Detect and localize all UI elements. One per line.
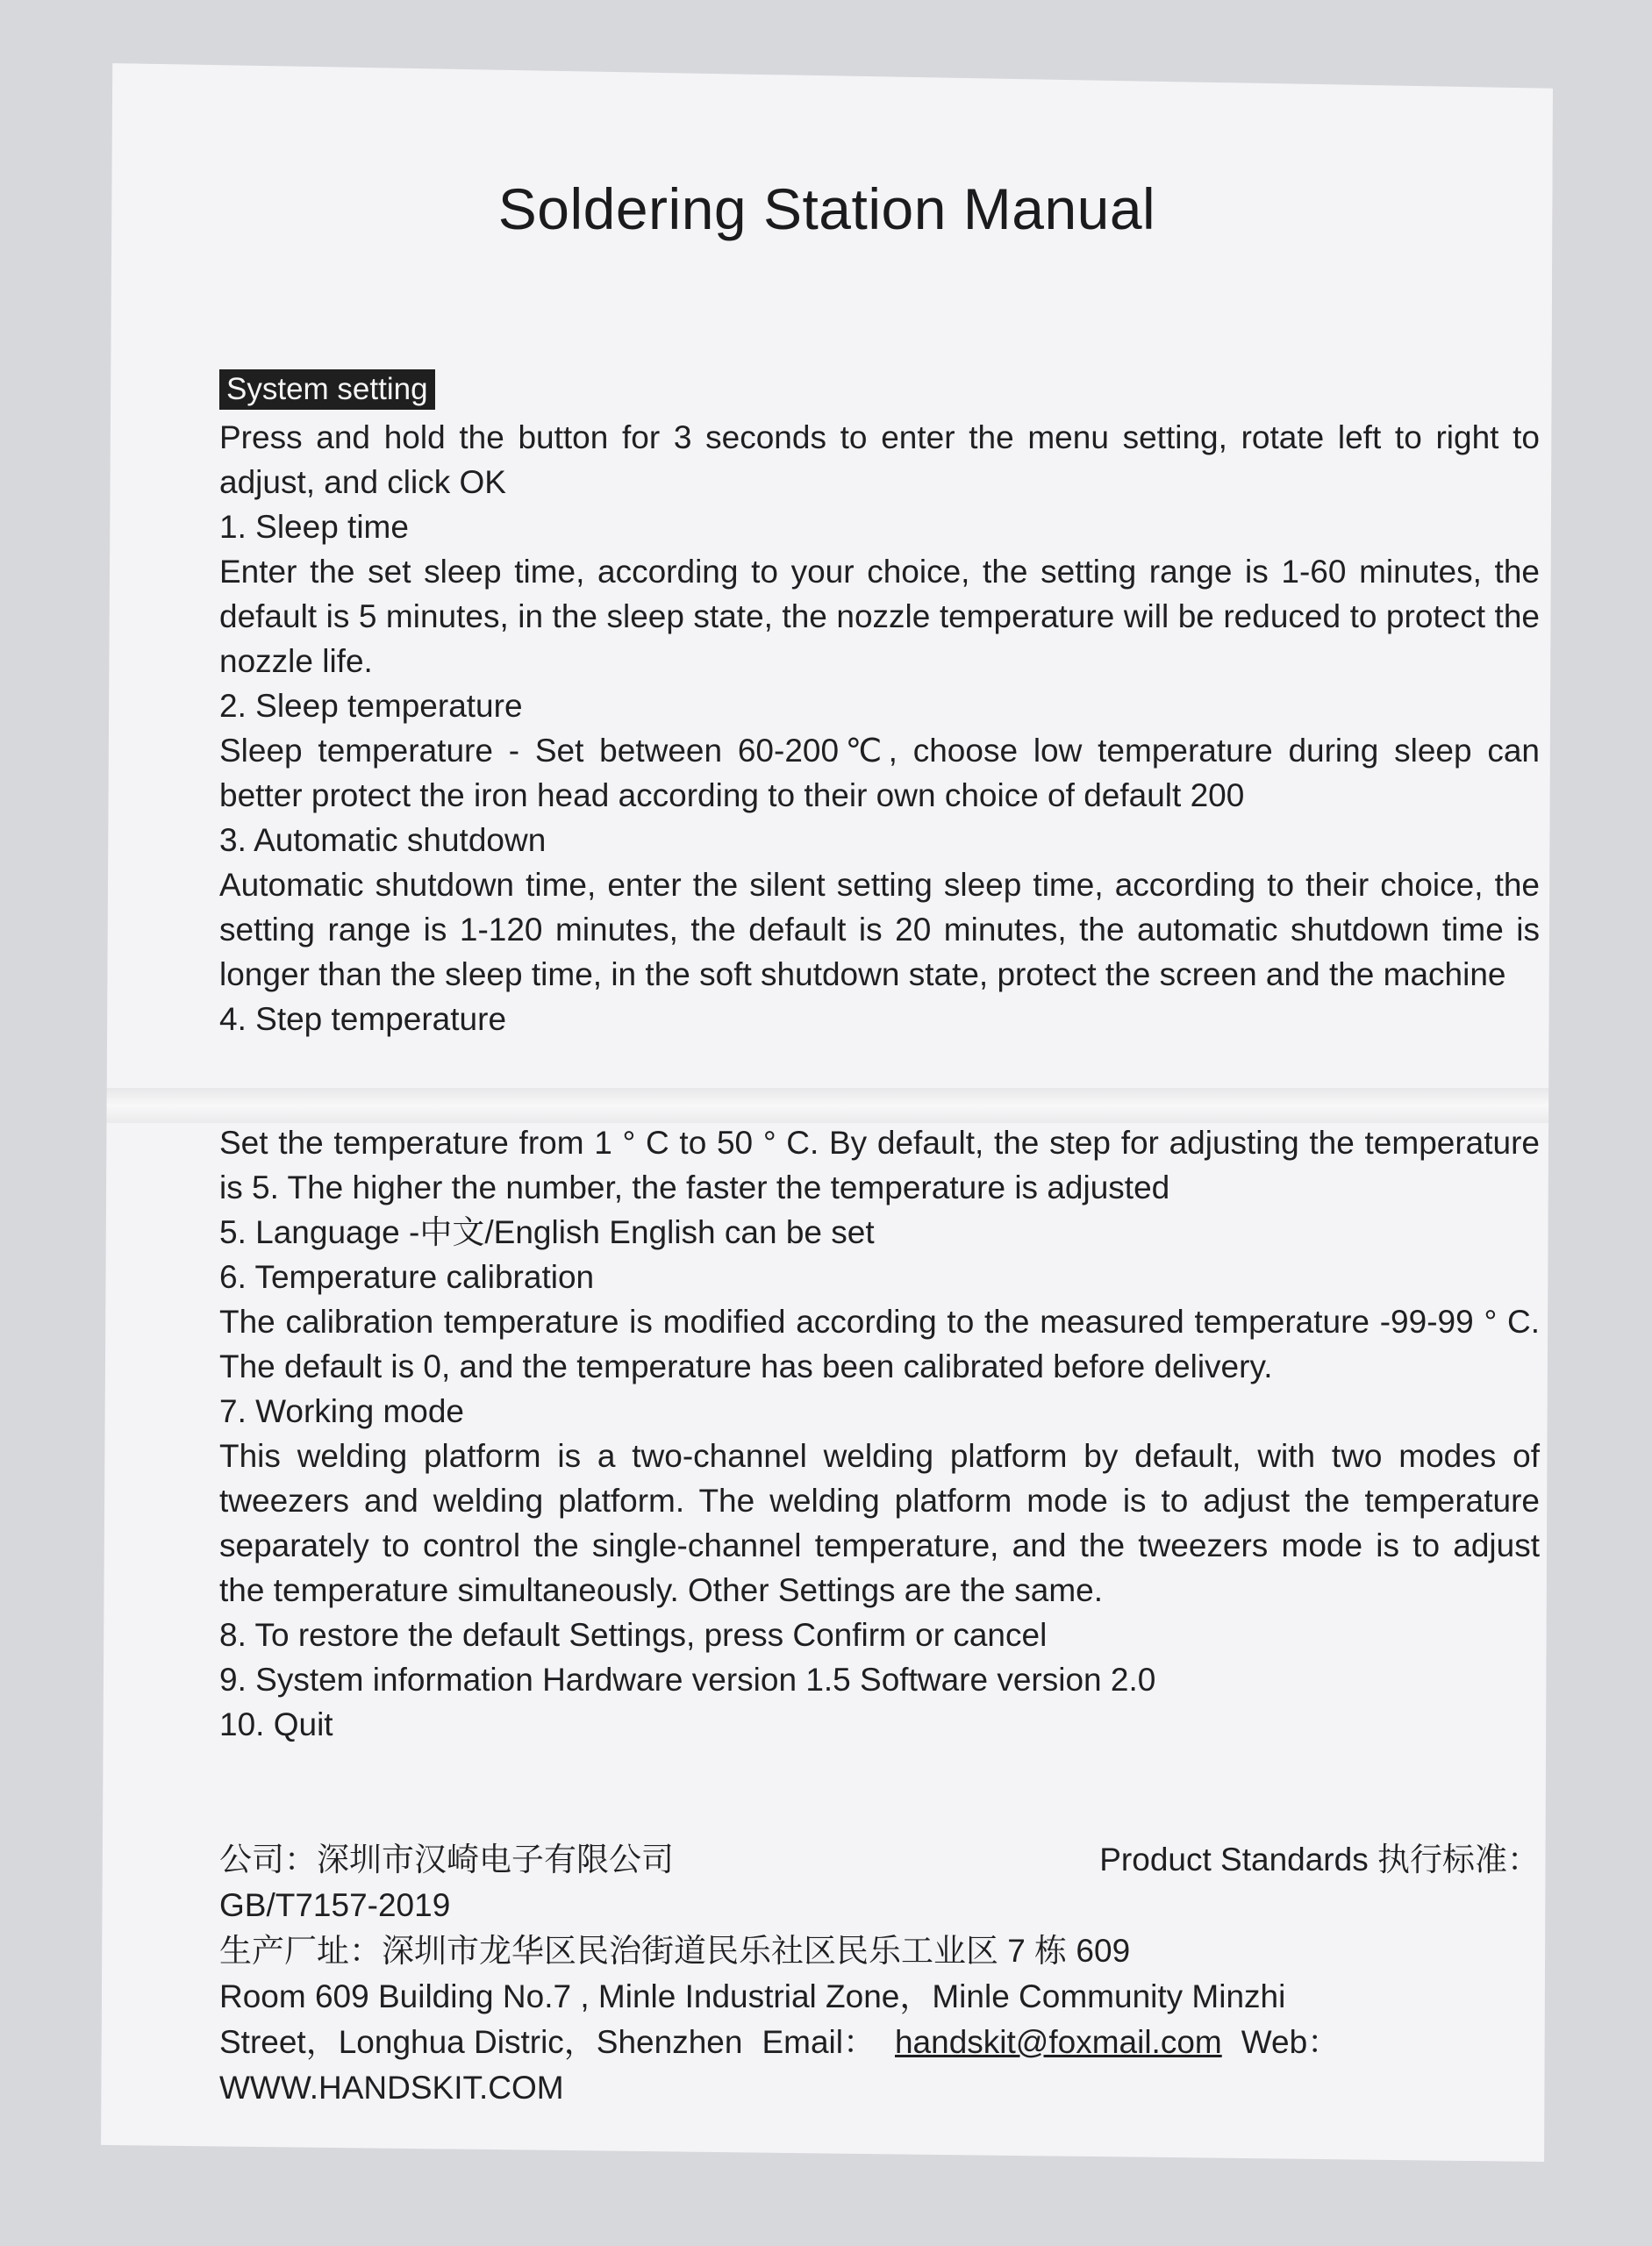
item-heading-sleep-time: 1. Sleep time <box>219 509 409 545</box>
company-label: 公司：深圳市汉崎电子有限公司 <box>219 1842 674 1878</box>
item-heading-sleep-temperature: 2. Sleep temperature <box>219 688 523 724</box>
item-body-working-mode: This welding platform is a two-channel welding platform by default, with two modes of tweezers and welding platform. The welding platform mode is to adjust the temperature separately to control the single-channel temperature, and the tweezers mode is to adjust the temperature simultaneously. Other Settings are the same. <box>219 1438 1540 1608</box>
item-body-step-temperature: Set the temperature from 1 ° C to 50 ° C. By default, the step for adjusting the temperature is 5. The higher the number, the faster the temperature is adjusted <box>219 1125 1540 1205</box>
manual-title: Soldering Station Manual <box>497 176 1156 241</box>
item-heading-restore-defaults: 8. To restore the default Settings, press Confirm or cancel <box>219 1617 1048 1653</box>
contact-row <box>219 2020 1540 2065</box>
email-label: Email： <box>762 2024 876 2060</box>
system-setting-section-continued <box>219 1120 1540 1747</box>
item-heading-working-mode: 7. Working mode <box>219 1393 464 1429</box>
item-heading-temperature-calibration: 6. Temperature calibration <box>219 1259 595 1295</box>
email-link[interactable]: handskit@foxmail.com <box>894 2024 1222 2060</box>
item-body-sleep-time: Enter the set sleep time, according to your choice, the setting range is 1-60 minutes, the default is 5 minutes, in the sleep state, the nozzle temperature will be reduced to protect the nozzle life. <box>219 554 1540 679</box>
street-address: Street，Longhua Distric，Shenzhen <box>219 2024 743 2060</box>
item-heading-quit: 10. Quit <box>219 1706 333 1742</box>
item-heading-language: 5. Language -中文/English English can be set <box>219 1214 875 1250</box>
manual-footer <box>219 1837 1540 2111</box>
product-standards-label: Product Standards 执行标准： <box>1099 1842 1540 1878</box>
item-heading-automatic-shutdown: 3. Automatic shutdown <box>219 822 547 858</box>
system-setting-intro: Press and hold the button for 3 seconds to enter the menu setting, rotate left to right to adjust, and click OK <box>219 419 1540 500</box>
item-heading-system-information: 9. System information Hardware version 1.5 Software version 2.0 <box>219 1662 1156 1698</box>
manual-page <box>101 63 1553 2162</box>
system-setting-section <box>219 366 1540 1041</box>
factory-address-en: Room 609 Building No.7 , Minle Industrial Zone，Minle Community Minzhi <box>219 1978 1286 2014</box>
item-body-sleep-temperature: Sleep temperature - Set between 60-200℃, choose low temperature during sleep can better protect the iron head according to their own choice of default 200 <box>219 733 1540 813</box>
item-heading-step-temperature: 4. Step temperature <box>219 1001 507 1037</box>
standard-code: GB/T7157-2019 <box>219 1887 451 1923</box>
web-label: Web： <box>1241 2024 1341 2060</box>
section-tag-system-setting: System setting <box>219 369 435 410</box>
factory-address-cn: 生产厂址：深圳市龙华区民治街道民乐社区民乐工业区 7 栋 609 <box>219 1933 1131 1969</box>
item-body-temperature-calibration: The calibration temperature is modified according to the measured temperature -99-99 ° C. The default is 0, and the temperature has been calibrated before delivery. <box>219 1304 1540 1384</box>
company-and-standard-row <box>219 1837 1540 1883</box>
item-body-automatic-shutdown: Automatic shutdown time, enter the silent setting sleep time, according to their choice, the setting range is 1-120 minutes, the default is 20 minutes, the automatic shutdown time is longer than the sleep time, in the soft shutdown state, protect the screen and the machine <box>219 867 1540 992</box>
website-link[interactable]: WWW.HANDSKIT.COM <box>219 2070 564 2106</box>
